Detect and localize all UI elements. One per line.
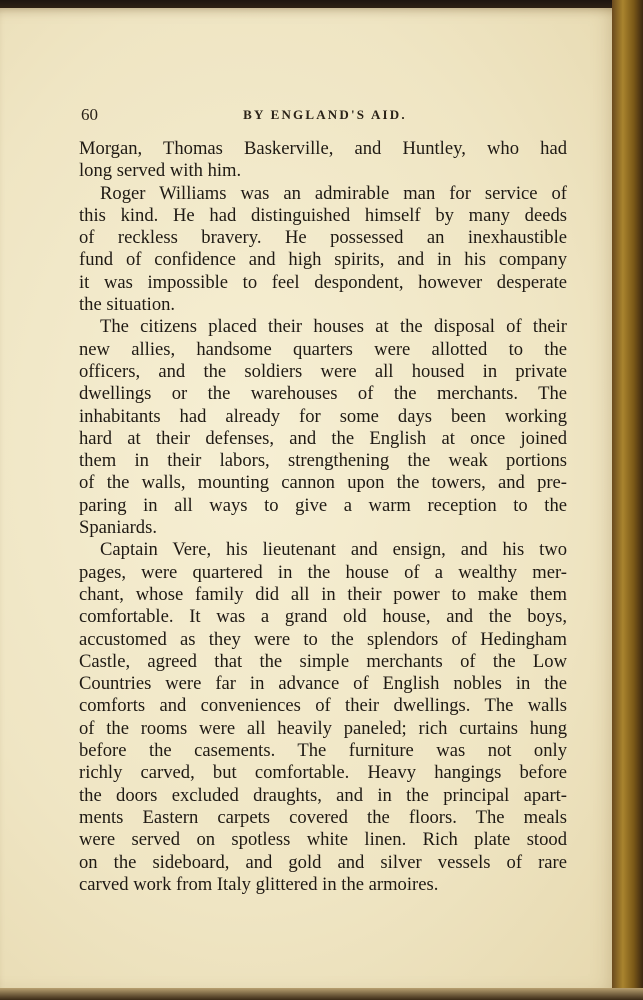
text-line: accustomed as they were to the splendors of Hedingham [79,628,567,650]
text-line: Captain Vere, his lieutenant and ensign, and his two [100,539,567,561]
text-line: of the walls, mounting cannon upon the towers, and pre- [79,472,567,494]
text-line: ments Eastern carpets covered the floors. The meals [79,806,567,828]
paragraph [79,316,567,539]
text-line: Castle, agreed that the simple merchants of the Low [79,650,567,672]
body-text [79,138,567,896]
text-line: on the sideboard, and gold and silver vessels of rare [79,851,567,873]
text-line: paring in all ways to give a warm reception to the [79,494,567,516]
text-line: fund of confidence and high spirits, and in his company [79,249,567,271]
text-line: new allies, handsome quarters were allotted to the [79,338,567,360]
text-line: dwellings or the warehouses of the merchants. The [79,383,567,405]
text-line: long served with him. [79,160,242,182]
text-line: this kind. He had distinguished himself by many deeds [79,204,567,226]
paragraph [79,138,567,183]
text-line: richly carved, but comfortable. Heavy hangings before [79,762,567,784]
text-line: them in their labors, strengthening the weak portions [79,450,567,472]
text-line: comforts and conveniences of their dwellings. The walls [79,695,567,717]
paragraph [79,539,567,896]
text-line: were served on spotless white linen. Rich plate stood [79,829,567,851]
text-line: inhabitants had already for some days been working [79,405,567,427]
text-line: Morgan, Thomas Baskerville, and Huntley, who had [79,138,567,159]
page-number: 60 [81,105,98,124]
text-line: carved work from Italy glittered in the armoires. [79,873,439,895]
running-head: BY ENGLAND'S AID. [243,107,407,122]
text-line: the doors excluded draughts, and in the principal apart- [79,784,567,806]
text-line: The citizens placed their houses at the disposal of their [100,316,567,338]
text-line: the situation. [79,294,176,316]
book-spine [612,0,643,1000]
text-line: of reckless bravery. He possessed an inexhaustible [79,227,567,249]
text-line: officers, and the soldiers were all housed in private [79,360,567,382]
text-line: before the casements. The furniture was not only [79,740,567,762]
text-line: chant, whose family did all in their power to make them [79,583,567,605]
paragraph [79,183,567,317]
text-line: comfortable. It was a grand old house, and the boys, [79,606,567,628]
text-line: Countries were far in advance of English nobles in the [79,673,567,695]
text-line: Roger Williams was an admirable man for service of [100,182,567,204]
book-bottom-edge [0,988,643,1000]
text-line: Spaniards. [79,517,157,539]
page-header [81,103,569,125]
text-line: of the rooms were all heavily paneled; rich curtains hung [79,717,567,739]
text-line: pages, were quartered in the house of a wealthy mer- [79,561,567,583]
text-line: hard at their defenses, and the English at once joined [79,427,567,449]
text-line: it was impossible to feel despondent, however desperate [79,271,567,293]
